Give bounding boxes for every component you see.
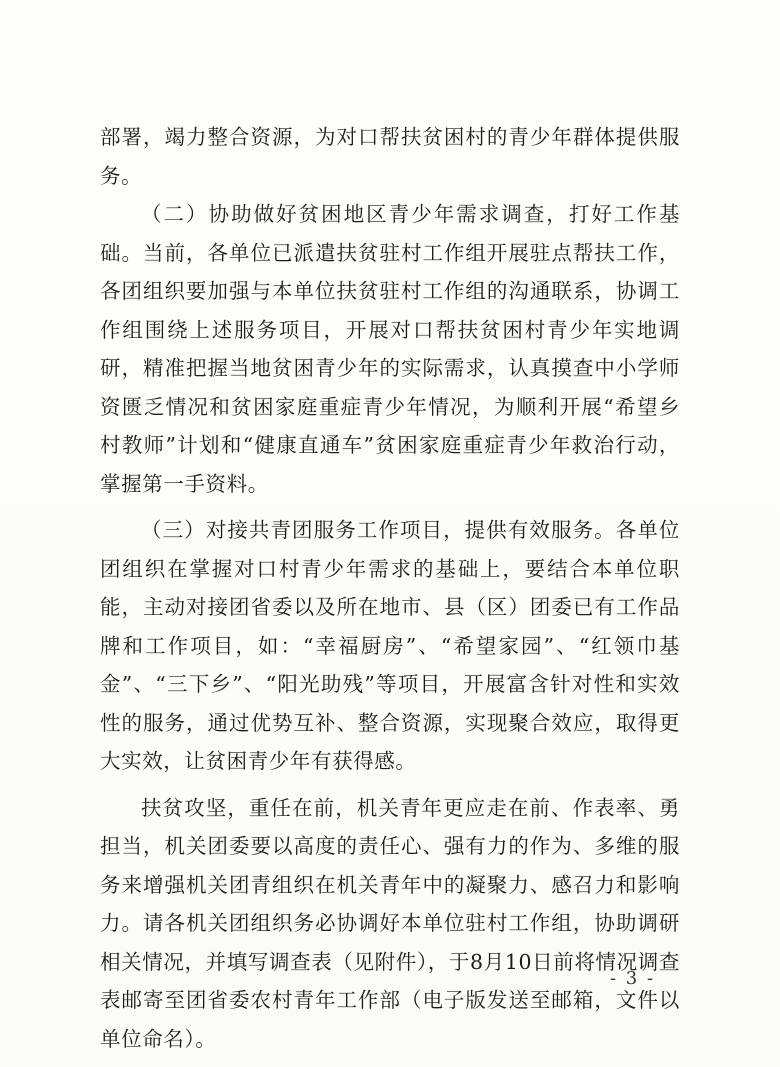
- paragraph-continuation: 部署，竭力整合资源，为对口帮扶贫困村的青少年群体提供服务。: [100, 125, 680, 188]
- paragraph-section-2: （二）协助做好贫困地区青少年需求调查，打好工作基础。当前，各单位已派遣扶贫驻村工作组开展驻点帮扶工作，各团组织要加强与本单位扶贫驻村工作组的沟通联系，协调工作组围绕上述服务项目，开展对口帮扶贫困村青少年实地调研，精准把握当地贫困青少年的实际需求，认真摸查中小学师资匮乏情况和贫困家庭重症青少年情况，为顺利开展“希望乡村教师”计划和“健康直通车”贫困家庭重症青少年救治行动，掌握第一手资料。: [100, 202, 680, 496]
- paragraph-section-3: （三）对接共青团服务工作项目，提供有效服务。各单位团组织在掌握对口村青少年需求的基础上，要结合本单位职能，主动对接团省委以及所在地市、县（区）团委已有工作品牌和工作项目，如：“幸福厨房”、“希望家园”、“红领巾基金”、“三下乡”、“阳光助残”等项目，开展富含针对性和实效性的服务，通过优势互补、整合资源，实现聚合效应，取得更大实效，让贫困青少年有获得感。: [100, 518, 680, 773]
- document-body: [100, 118, 680, 1058]
- paragraph-closing: 扶贫攻坚，重任在前，机关青年更应走在前、作表率、勇担当，机关团委要以高度的责任心、强有力的作为、多维的服务来增强机关团青组织在机关青年中的凝聚力、感召力和影响力。请各机关团组织务必协调好本单位驻村工作组，协助调研相关情况，并填写调查表（见附件），于8月10日前将情况调查表邮寄至团省委农村青年工作部（电子版发送至邮箱，文件以单位命名）。: [100, 795, 680, 1051]
- page-number: - 3 -: [610, 968, 656, 989]
